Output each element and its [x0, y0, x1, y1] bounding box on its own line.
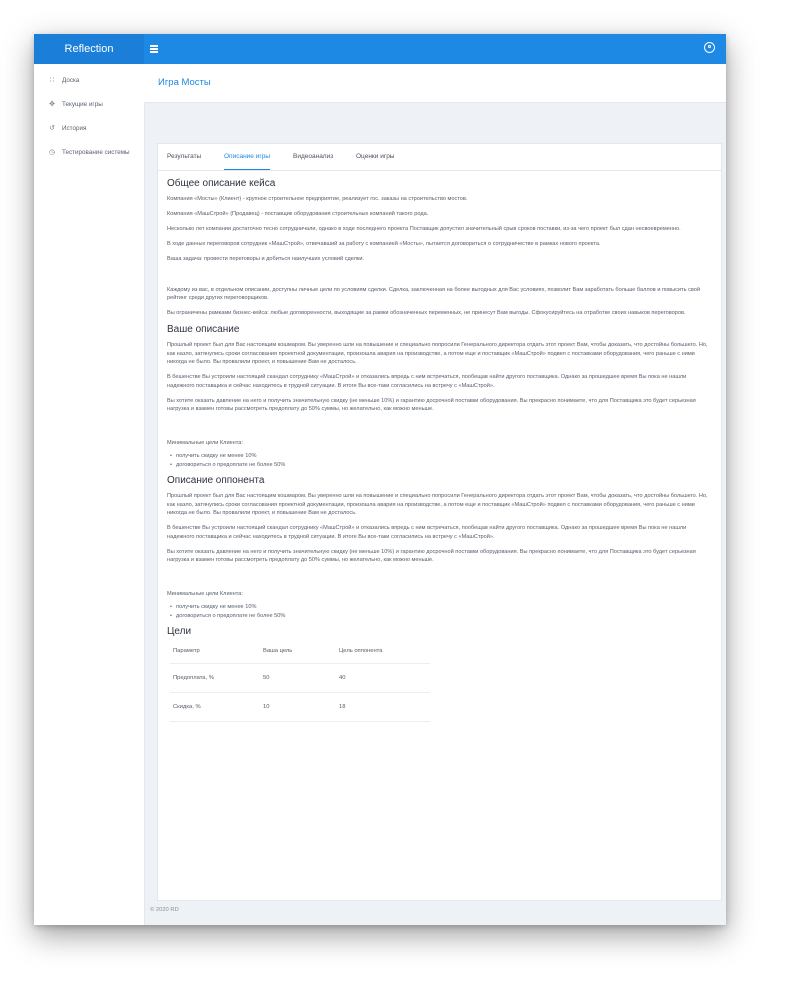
table-header-row	[170, 639, 430, 664]
sidebar-item-history[interactable]	[34, 117, 144, 141]
tab-video-analysis[interactable]: Видеоанализ	[293, 153, 334, 160]
tab-game-description[interactable]: Описание игры	[224, 144, 270, 170]
sidebar-item-system-testing[interactable]	[34, 141, 144, 165]
app-window	[34, 34, 726, 925]
tab-bar	[158, 144, 721, 171]
brand-logo[interactable]: Reflection	[34, 34, 144, 64]
table-cell: 18	[338, 693, 430, 722]
sidebar	[34, 64, 145, 925]
list-item: • договориться о предоплате не более 50%	[176, 461, 712, 470]
grid-icon: ∷	[49, 77, 55, 84]
hamburger-icon[interactable]	[150, 45, 158, 53]
case-paragraph: Несколько лет компании достаточно тесно сотрудничали, однако в ходе последнего проекта Поставщик допустил значительный срыв сроков поставки, из-за чего проект был сдан несвоевременно.	[167, 226, 681, 232]
sidebar-item-label: Тестирование системы	[62, 149, 130, 156]
opponent-description-heading: Описание оппонента	[167, 475, 265, 486]
table-cell: Скидка, %	[170, 693, 262, 722]
case-paragraph: Вы ограничены рамками бизнес-кейса: любые договоренности, выходящие за рамки обозначенных переменных, не принесут Вам выгоды. Сфокусируйтесь на отработке своих навыков переговоров.	[167, 310, 686, 316]
page-header	[144, 64, 726, 103]
your-description-paragraph: В бешенстве Вы устроили настоящий скандал сотруднику «МашСтрой» и отказались впредь с ним встречаться, пообещав найти другого поставщика. Однако за прошедшее время Вы пока не нашли надежного поставщика и сейчас находитесь в трудной ситуации. В итоге Вы все-таки согласились на встречу с «МашСтрой».	[167, 374, 687, 389]
opponent-description-paragraph: Вы хотите оказать давление на него и получить значительную скидку (не меньше 10%) и гарантию досрочной поставки оборудования. Вы прекрасно понимаете, что для Поставщика это будет серьезная нагрузка и взамен готовы рассмотреть предоплату до 50% суммы, но желательно, как можно меньше.	[167, 548, 696, 563]
case-heading: Общее описание кейса	[167, 178, 276, 189]
top-bar	[34, 34, 726, 64]
game-card	[157, 143, 722, 901]
main-area	[144, 64, 726, 925]
sidebar-item-label: История	[62, 125, 87, 132]
your-goals-title: Минимальные цели Клиента:	[167, 439, 243, 446]
description-content	[167, 178, 712, 722]
opponent-description-paragraph: В бешенстве Вы устроили настоящий скандал сотруднику «МашСтрой» и отказались впредь с ним встречаться, пообещав найти другого поставщика. Однако за прошедшее время Вы пока не нашли надежного поставщика и сейчас находитесь в трудной ситуации. В итоге Вы все-таки согласились на встречу с «МашСтрой».	[167, 525, 687, 540]
table-cell: 40	[338, 664, 430, 693]
case-paragraph: Компания «Мосты» (Клиент) - крупное строительное предприятие, реализует гос. заказы на строительство мостов.	[167, 196, 468, 202]
table-cell: 50	[262, 664, 338, 693]
table-row	[170, 693, 430, 722]
sidebar-item-current-games[interactable]	[34, 93, 144, 117]
opponent-description-paragraph: Прошлый проект был для Вас настоящим кошмаром. Вы уверенно шли на повышение и специально попросили Генерального директора отдать этот проект Вам, чтобы доказать, что достойны большего. Но, как назло, затянулись сроки согласования проектной документации, произошла авария на производстве, а потом еще и поставщик «МашСтрой» подвел с поставками оборудования, чего раньше с ними никогда не было. Вы провалили проект, и повышение Вам не досталось.	[167, 493, 708, 516]
table-cell: Предоплата, %	[170, 664, 262, 693]
tab-game-ratings[interactable]: Оценки игры	[356, 153, 395, 160]
sidebar-item-label: Доска	[62, 77, 80, 84]
targets-table	[170, 639, 430, 722]
table-row	[170, 664, 430, 693]
your-description-heading: Ваше описание	[167, 324, 240, 335]
case-paragraph: Компания «МашСтрой» (Продавец) - поставщик оборудования строительных компаний такого рода.	[167, 211, 429, 217]
case-paragraph: В ходе данных переговоров сотрудник «МашСтрой», отвечавший за работу с компанией «Мосты», пытается договориться о сотрудничестве в рамках нового проекта.	[167, 241, 601, 247]
footer-copyright: © 2020 RD	[150, 907, 179, 913]
your-description-paragraph: Вы хотите оказать давление на него и получить значительную скидку (не меньше 10%) и гарантию досрочной поставки оборудования. Вы прекрасно понимаете, что для Поставщика это будет серьезная нагрузка и взамен готовы рассмотреть предоплату до 50% суммы, но желательно, как можно меньше.	[167, 397, 696, 412]
table-cell: 10	[262, 693, 338, 722]
opponent-goals-list	[167, 603, 712, 620]
column-header: Ваша цель	[262, 639, 338, 664]
sidebar-item-label: Текущие игры	[62, 101, 103, 108]
list-item: • договориться о предоплате не более 50%	[176, 612, 712, 621]
your-goals-list	[167, 452, 712, 469]
case-paragraph: Каждому из вас, в отдельном описании, доступны личные цели по условиям сделки. Сделка, заключенная на более выгодных для Вас условиях, позволит Вам заработать больше баллов и повысить свой рейтинг среди других переговорщиков.	[167, 286, 701, 301]
list-item: • получить скидку не менее 10%	[176, 603, 712, 612]
arrows-move-icon: ✥	[49, 101, 55, 108]
page-title: Игра Мосты	[158, 77, 211, 88]
column-header: Параметр	[170, 639, 262, 664]
case-paragraph: Ваша задача: провести переговоры и добиться наилучших условий сделки.	[167, 256, 365, 262]
tab-results[interactable]: Результаты	[167, 153, 202, 160]
sidebar-item-board[interactable]	[34, 69, 144, 93]
list-item: • получить скидку не менее 10%	[176, 452, 712, 461]
history-icon: ↺	[49, 125, 55, 132]
your-description-paragraph: Прошлый проект был для Вас настоящим кошмаром. Вы уверенно шли на повышение и специально попросили Генерального директора отдать этот проект Вам, чтобы доказать, что достойны большего. Но, как назло, затянулись сроки согласования проектной документации, произошла авария на производстве, а потом еще и поставщик «МашСтрой» подвел с поставками оборудования, чего раньше с ними никогда не было. Вы провалили проект, и повышение Вам не досталось.	[167, 342, 708, 365]
opponent-goals-title: Минимальные цели Клиента:	[167, 590, 243, 597]
column-header: Цель оппонента	[338, 639, 430, 664]
user-circle-icon[interactable]	[704, 42, 715, 53]
clock-icon: ◷	[48, 149, 56, 156]
targets-heading: Цели	[167, 626, 192, 637]
